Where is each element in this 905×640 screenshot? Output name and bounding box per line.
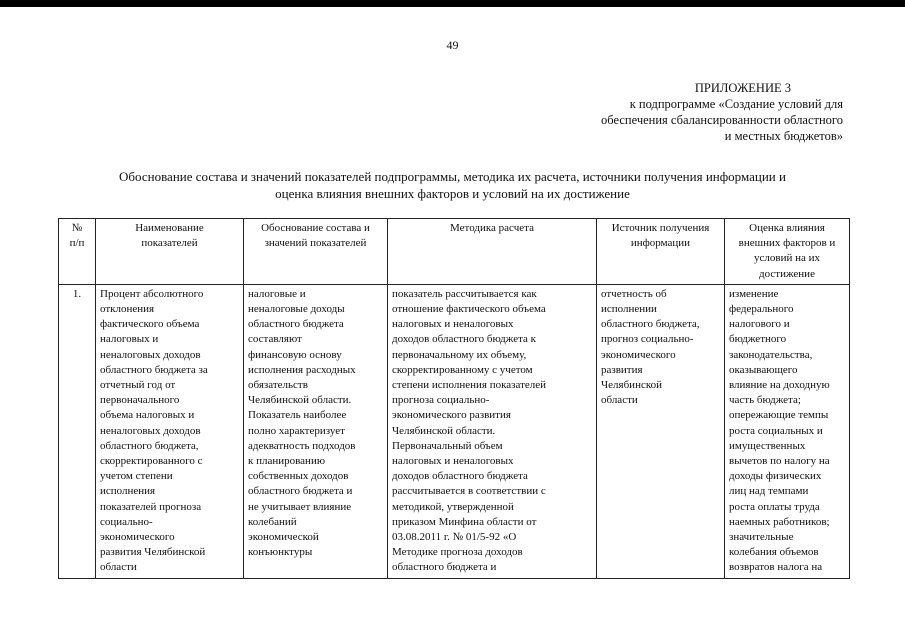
appendix-line: и местных бюджетов»	[724, 129, 843, 143]
cell-line: степени исполнения показателей	[392, 379, 547, 392]
cell-line: рассчитывается в соответствии с	[392, 485, 546, 498]
cell-line: неналоговые доходы	[248, 303, 345, 316]
cell-line: экономического развития	[392, 409, 511, 422]
cell-indicator-name	[96, 284, 244, 578]
cell-line: доходов областного бюджета	[392, 470, 528, 483]
cell-line: экономического	[601, 348, 676, 361]
cell-line: приказом Минфина области от	[392, 515, 537, 528]
cell-line: роста оплаты труда	[729, 500, 820, 513]
cell-line: значительные	[729, 531, 794, 544]
cell-line: скорректированному с учетом	[392, 363, 533, 376]
cell-line: методикой, утвержденной	[392, 500, 514, 513]
table-header-row	[59, 219, 850, 285]
table-row	[59, 284, 850, 578]
cell-line: изменение	[729, 287, 779, 300]
cell-line: собственных доходов	[248, 470, 349, 483]
cell-line: Методике прогноза доходов	[392, 546, 523, 559]
cell-line: налоговых и неналоговых	[392, 455, 514, 468]
cell-line: областного бюджета и	[248, 485, 353, 498]
cell-line: отношение фактического объема	[392, 303, 546, 316]
cell-line: Первоначальный объем	[392, 439, 503, 452]
document-heading	[60, 168, 845, 202]
appendix-line: к подпрограмме «Создание условий для	[629, 97, 843, 111]
cell-line: первоначальному их объему,	[392, 348, 527, 361]
cell-line: к планированию	[248, 455, 326, 468]
appendix-line: обеспечения сбалансированности областного	[601, 113, 843, 127]
cell-line: областного бюджета,	[100, 439, 199, 452]
cell-line: области	[601, 394, 638, 407]
cell-line: колебания объемов	[729, 546, 819, 559]
page-number: 49	[446, 38, 459, 52]
cell-calculation-method	[388, 284, 597, 578]
cell-line: исполнения расходных	[248, 363, 356, 376]
cell-line: налоговых и	[100, 333, 159, 346]
cell-information-source	[597, 284, 725, 578]
cell-external-factors	[725, 284, 850, 578]
cell-line: влияние на доходную	[729, 379, 830, 392]
cell-line: полно характеризует	[248, 424, 345, 437]
header-line: достижение	[759, 267, 815, 280]
appendix-title: ПРИЛОЖЕНИЕ 3	[694, 81, 791, 95]
cell-line: бюджетного	[729, 333, 787, 346]
cell-line: отклонения	[100, 303, 155, 316]
header-indicator-name	[96, 219, 244, 285]
cell-line: исполнении	[601, 303, 657, 316]
cell-line: опережающие темпы	[729, 409, 829, 422]
cell-line: экономического	[100, 531, 175, 544]
cell-line: часть бюджета;	[729, 394, 801, 407]
indicators-table	[58, 218, 850, 579]
cell-line: федерального	[729, 303, 794, 316]
header-line: условий на их	[754, 252, 820, 265]
cell-line: исполнения	[100, 485, 156, 498]
cell-line: скорректированного с	[100, 455, 203, 468]
cell-line: не учитывает влияние	[248, 500, 352, 513]
cell-line: областного бюджета	[248, 318, 344, 331]
header-calculation-method	[388, 219, 597, 285]
header-line: показателей	[141, 237, 198, 250]
cell-line: законодательства,	[729, 348, 813, 361]
cell-line: Показатель наиболее	[248, 409, 347, 422]
cell-line: Челябинской области.	[248, 394, 352, 407]
cell-line: обязательств	[248, 379, 308, 392]
header-line: Оценка влияния	[749, 222, 825, 234]
cell-line: налоговые и	[248, 287, 306, 300]
cell-justification	[244, 284, 388, 578]
header-line: п/п	[69, 237, 85, 250]
cell-line: неналоговых доходов	[100, 348, 201, 361]
heading-line: оценка влияния внешних факторов и условий на их достижение	[275, 186, 630, 201]
header-line: №	[71, 222, 83, 234]
cell-line: лиц над темпами	[729, 485, 809, 498]
cell-line: показателей прогноза	[100, 500, 202, 513]
header-line: значений показателей	[264, 237, 367, 250]
cell-line: отчетность об	[601, 287, 667, 300]
cell-line: имущественных	[729, 439, 806, 452]
cell-line: первоначального	[100, 394, 180, 407]
cell-line: развития Челябинской	[100, 546, 206, 559]
cell-line: доходы физических	[729, 470, 822, 483]
cell-line: роста социальных и	[729, 424, 823, 437]
cell-line: объема налоговых и	[100, 409, 195, 422]
header-information-source	[597, 219, 725, 285]
header-number	[59, 219, 96, 285]
cell-line: фактического объема	[100, 318, 200, 331]
cell-line: финансовую основу	[248, 348, 342, 361]
indicators-table-wrapper	[58, 218, 849, 579]
cell-line: экономической	[248, 531, 319, 544]
cell-line: неналоговых доходов	[100, 424, 201, 437]
header-line: Обоснование состава и	[261, 222, 370, 234]
cell-line: составляют	[248, 333, 302, 346]
scan-top-edge	[0, 0, 905, 7]
cell-line: адекватность подходов	[248, 439, 356, 452]
heading-line: Обоснование состава и значений показателей подпрограммы, методика их расчета, источники получения информации и	[119, 169, 786, 184]
header-justification	[244, 219, 388, 285]
cell-line: вычетов по налогу на	[729, 455, 830, 468]
cell-number: 1.	[59, 284, 96, 578]
cell-line: области	[100, 561, 137, 574]
cell-line: наемных работников;	[729, 515, 830, 528]
cell-line: развития	[601, 363, 643, 376]
cell-line: прогноз социально-	[601, 333, 694, 346]
header-line: Методика расчета	[450, 222, 534, 234]
cell-line: налоговых и неналоговых	[392, 318, 514, 331]
cell-line: показатель рассчитывается как	[392, 287, 537, 300]
header-line: Наименование	[135, 222, 204, 234]
cell-line: отчетный год от	[100, 379, 176, 392]
cell-line: областного бюджета,	[601, 318, 700, 331]
cell-line: возвратов налога на	[729, 561, 823, 574]
cell-line: оказывающего	[729, 363, 798, 376]
header-external-factors	[725, 219, 850, 285]
header-line: Источник получения	[611, 222, 710, 234]
cell-line: колебаний	[248, 515, 297, 528]
cell-line: прогноза социально-	[392, 394, 490, 407]
header-line: внешних факторов и	[738, 237, 836, 250]
cell-line: доходов областного бюджета к	[392, 333, 536, 346]
cell-line: областного бюджета за	[100, 363, 208, 376]
cell-line: социально-	[100, 515, 153, 528]
cell-line: учетом степени	[100, 470, 173, 483]
cell-line: налогового и	[729, 318, 790, 331]
header-line: информации	[630, 237, 691, 250]
appendix-block	[523, 80, 843, 144]
cell-line: Процент абсолютного	[100, 287, 204, 300]
cell-line: областного бюджета и	[392, 561, 497, 574]
cell-line: 03.08.2011 г. № 01/5-92 «О	[392, 531, 517, 544]
cell-line: Челябинской	[601, 379, 663, 392]
cell-line: конъюнктуры	[248, 546, 313, 559]
cell-line: Челябинской области.	[392, 424, 496, 437]
